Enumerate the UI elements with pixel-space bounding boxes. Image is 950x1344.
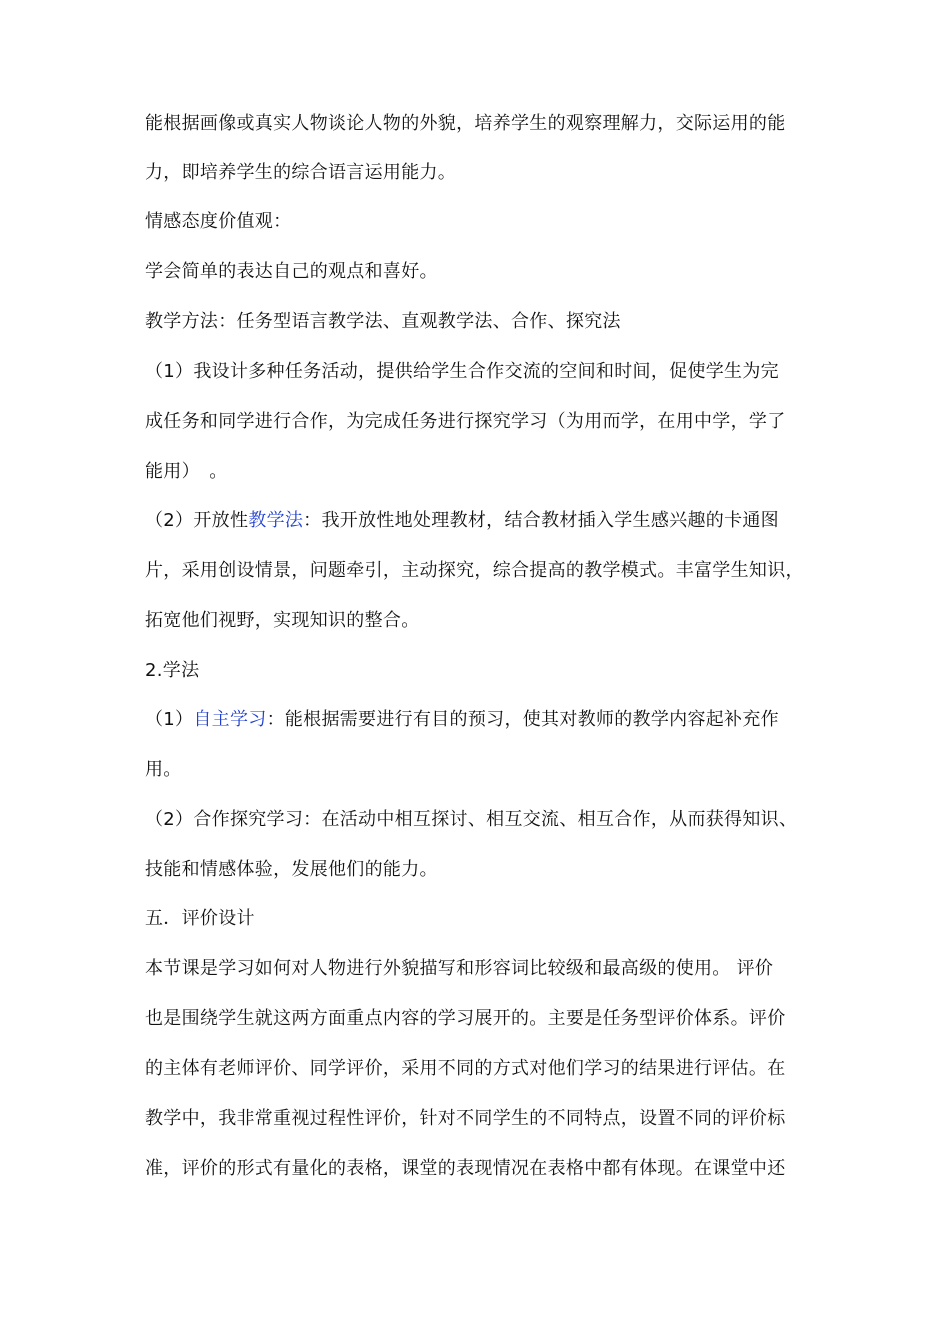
paragraph-line: 能根据画像或真实人物谈论人物的外貌，培养学生的观察理解力，交际运用的能 [145, 113, 786, 134]
line-text: ：能根据需要进行有目的预习，使其对教师的教学内容起补充作 [266, 709, 779, 730]
paragraph-line: 用。 [145, 759, 182, 780]
paragraph-line: 也是围绕学生就这两方面重点内容的学习展开的。主要是任务型评价体系。评价 [145, 1008, 786, 1029]
paragraph-line: 力，即培养学生的综合语言运用能力。 [145, 162, 457, 183]
line-text: （1） [145, 709, 194, 730]
paragraph-line: 教学中，我非常重视过程性评价，针对不同学生的不同特点，设置不同的评价标 [145, 1108, 786, 1129]
line-text: （2）开放性 [145, 510, 249, 531]
teaching-method-link[interactable]: 教学法 [248, 510, 304, 531]
paragraph-line: 成任务和同学进行合作，为完成任务进行探究学习（为用而学，在用中学，学了 [145, 411, 786, 432]
line-text: ：我开放性地处理教材，结合教材插入学生感兴趣的卡通图 [303, 510, 779, 531]
paragraph-line [145, 509, 825, 533]
paragraph-line: 能用） 。 [145, 461, 228, 482]
paragraph-line: 技能和情感体验，发展他们的能力。 [145, 859, 438, 880]
paragraph-line: （1）我设计多种任务活动，提供给学生合作交流的空间和时间，促使学生为完 [145, 361, 779, 382]
paragraph-line: （2）合作探究学习：在活动中相互探讨、相互交流、相互合作，从而获得知识、 [145, 809, 798, 830]
paragraph-line: 的主体有老师评价、同学评价，采用不同的方式对他们学习的结果进行评估。在 [145, 1058, 786, 1079]
paragraph-line: 拓宽他们视野，实现知识的整合。 [145, 610, 420, 631]
section-heading-learning-method: 2.学法 [145, 660, 200, 681]
paragraph-line [145, 708, 825, 732]
section-heading-evaluation: 五．评价设计 [145, 908, 255, 929]
paragraph-line: 学会简单的表达自己的观点和喜好。 [145, 261, 438, 282]
paragraph-line: 准，评价的形式有量化的表格，课堂的表现情况在表格中都有体现。在课堂中还 [145, 1158, 786, 1179]
self-study-link[interactable]: 自主学习 [193, 709, 267, 730]
section-heading-attitude: 情感态度价值观： [145, 211, 292, 232]
teaching-methods-heading: 教学方法：任务型语言教学法、直观教学法、合作、探究法 [145, 311, 621, 332]
paragraph-line: 本节课是学习如何对人物进行外貌描写和形容词比较级和最高级的使用。 评价 [145, 958, 774, 979]
paragraph-line: 片，采用创设情景，问题牵引，主动探究，综合提高的教学模式。丰富学生知识， [145, 560, 804, 581]
